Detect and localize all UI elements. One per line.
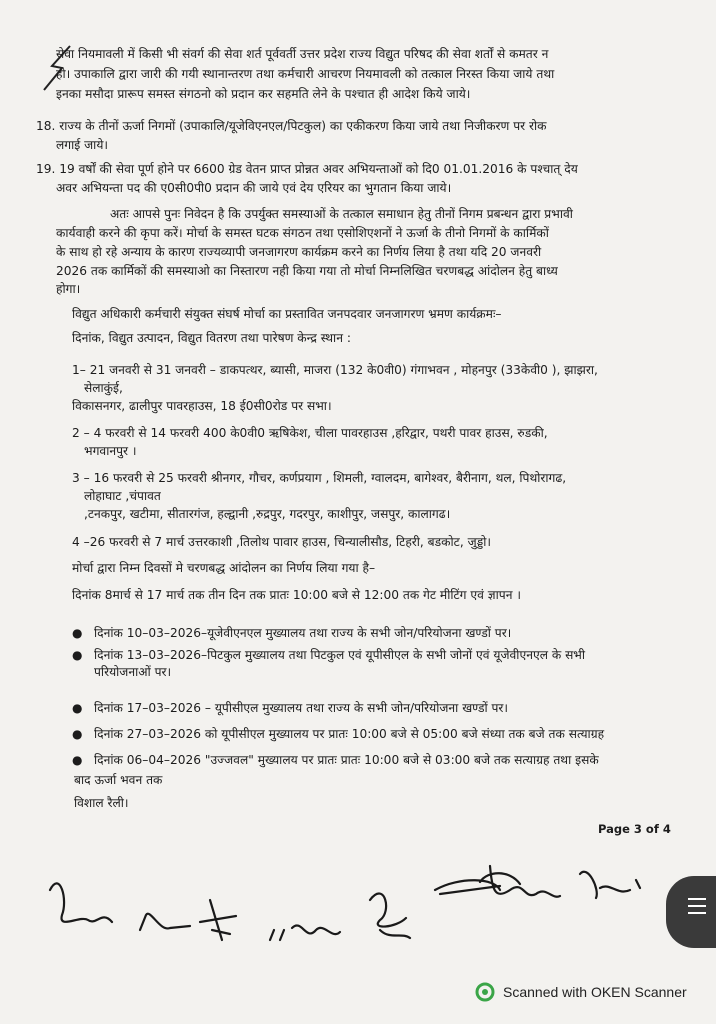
item-19-line-1: 19. 19 वर्षों की सेवा पूर्ण होने पर 6600 ग्रेड वेतन प्राप्त प्रोन्नत अवर अभियन्ताओं को दि0 01.01.2016 के पश्चात् देय xyxy=(36,162,578,176)
schedule-3-line-3: ,टनकपुर, खटीमा, सीतारगंज, हल्द्वानी ,रुद्रपुर, गदरपुर, काशीपुर, जसपुर, कालागढ। xyxy=(84,507,451,521)
bullet-dot: ● xyxy=(72,727,83,741)
scanner-watermark xyxy=(475,980,687,1004)
program-subheading: दिनांक, विद्युत उत्पादन, विद्युत वितरण तथा पारेषण केन्द्र स्थान : xyxy=(72,331,351,345)
bullet-item-5 xyxy=(72,752,599,810)
bullet-dot: ● xyxy=(72,753,83,767)
bullet-5-line-3: विशाल रैली। xyxy=(74,796,129,810)
bullet-2-line-1: दिनांक 13–03–2026–पिटकुल मुख्यालय तथा पिटकुल एवं यूपीसीएल के सभी जोनों एवं यूजेवीएनएल के सभी xyxy=(94,648,586,662)
bullet-dot: ● xyxy=(72,648,83,662)
schedule-4-line: 4 –26 फरवरी से 7 मार्च उत्तरकाशी ,तिलोथ पावार हाउस, चिन्यालीसौड, टिहरी, बडकोट, जुड्डो। xyxy=(72,535,491,549)
schedule-3-line-1: 3 – 16 फरवरी से 25 फरवरी श्रीनगर, गौचर, कर्णप्रयाग , शिमली, ग्वालदम, बागेश्वर, बैरीनाग, थल, पिथोरागढ, xyxy=(72,471,567,485)
bullet-item-1 xyxy=(72,625,512,642)
item-18-line-1: 18. राज्य के तीनों ऊर्जा निगमों (उपाकालि/यूजेविएनएल/पिटकुल) का एकीकरण किया जाये तथा निजीकरण पर रोक xyxy=(36,119,547,133)
bullet-1-line-1: दिनांक 10–03–2026–यूजेवीएनएल मुख्यालय तथा राज्य के सभी जोन/परियोजना खण्डों पर। xyxy=(94,626,512,640)
bullet-3-line-1: दिनांक 17–03–2026 – यूपीसीएल मुख्यालय तथा राज्य के सभी जोन/परियोजना खण्डों पर। xyxy=(94,701,509,715)
item-18-line-2: लगाई जाये। xyxy=(56,138,109,152)
intro-line-3: इनका मसौदा प्रारूप समस्त संगठनो को प्रदान कर सहमति लेने के पश्चात ही आदेश किये जाये। xyxy=(56,87,471,101)
page-number: Page 3 of 4 xyxy=(598,822,671,836)
bullet-5-line-2: बाद ऊर्जा भवन तक xyxy=(74,773,163,787)
intro-line-2: हो। उपाकालि द्वारा जारी की गयी स्थानान्तरण तथा कर्मचारी आचरण नियमावली को तत्काल निरस्त किया जाये तथा xyxy=(56,67,555,81)
schedule-3-line-2: लोहाघाट ,चंपावत xyxy=(84,489,161,503)
bullet-item-3 xyxy=(72,700,509,717)
item-19-line-2: अवर अभियन्ता पद की ए0सी0पी0 प्रदान की जाये एवं देय एरियर का भुगतान किया जाये। xyxy=(56,181,452,195)
schedule-2-line-1: 2 – 4 फरवरी से 14 फरवरी 400 के0वी0 ऋषिकेश, चीला पावरहाउस ,हरिद्वार, पथरी पावर हाउस, रुडकी, xyxy=(72,426,548,440)
hamburger-menu-icon[interactable] xyxy=(688,898,706,914)
schedule-1-line-1: 1– 21 जनवरी से 31 जनवरी – डाकपत्थर, ब्यासी, माजरा (132 के0वी0) गंगाभवन , मोहनपुर (33केवी0 ), झाझरा, xyxy=(72,363,598,377)
schedule-1-line-3: विकासनगर, ढालीपुर पावरहाउस, 18 ई0सी0रोड पर सभा। xyxy=(72,399,332,413)
handwritten-signatures xyxy=(40,860,680,970)
request-line-5: होगा। xyxy=(56,282,81,296)
agitation-heading: मोर्चा द्वारा निम्न दिवसों मे चरणबद्ध आंदोलन का निर्णय लिया गया है– xyxy=(72,561,376,575)
request-line-3: के साथ हो रहे अन्याय के कारण राज्यव्यापी जनजागरण कार्यक्रम करने का निर्णय लिया है तथा यदि 20 जनवरी xyxy=(56,245,542,259)
schedule-2-line-2: भगवानपुर । xyxy=(84,444,137,458)
bullet-2-line-2: परियोजनाओं पर। xyxy=(94,665,172,679)
request-line-2: कार्यवाही करने की कृपा करें। मोर्चा के समस्त घटक संगठन तथा एसोशिएशनों ने ऊर्जा के तीनो निगमों के कार्मिकों xyxy=(56,226,549,240)
bullet-5-line-1: दिनांक 06–04–2026 "उज्जवल" मुख्यालय पर प्रातः प्रातः 10:00 बजे से 03:00 बजे तक सत्याग्रह तथा इसके xyxy=(94,753,599,767)
bullet-dot: ● xyxy=(72,626,83,640)
bullet-item-4 xyxy=(72,726,605,743)
intro-line-1: सेवा नियमावली में किसी भी संवर्ग की सेवा शर्त पूर्ववर्ती उत्तर प्रदेश राज्य विद्युत परिषद की सेवा शर्तों से कमतर न xyxy=(56,47,549,61)
schedule-1-line-2: सेलाकुंई, xyxy=(84,381,123,395)
agitation-intro: दिनांक 8मार्च से 17 मार्च तक तीन दिन तक प्रातः 10:00 बजे से 12:00 तक गेट मीटिंग एवं ज्ञापन । xyxy=(72,588,521,602)
bullet-item-2 xyxy=(72,647,586,681)
scanner-label: Scanned with OKEN Scanner xyxy=(503,984,687,1000)
program-heading: विद्युत अधिकारी कर्मचारी संयुक्त संघर्ष मोर्चा का प्रस्तावित जनपदवार जनजागरण भ्रमण कार्यक्रमः– xyxy=(72,307,502,321)
bullet-4-line-1: दिनांक 27–03–2026 को यूपीसीएल मुख्यालय पर प्रातः 10:00 बजे से 05:00 बजे संध्या तक बजे तक सत्याग्रह xyxy=(94,727,605,741)
request-line-1: अतः आपसे पुनः निवेदन है कि उपर्युक्त समस्याओं के तत्काल समाधान हेतु तीनों निगम प्रबन्धन द्वारा प्रभावी xyxy=(110,207,573,221)
scanner-logo-icon xyxy=(475,982,495,1002)
bullet-dot: ● xyxy=(72,701,83,715)
request-line-4: 2026 तक कार्मिकों की समस्याओ का निस्तारण नही किया गया तो मोर्चा निम्नलिखित चरणबद्ध आंदोलन हेतु बाध्य xyxy=(56,264,558,278)
